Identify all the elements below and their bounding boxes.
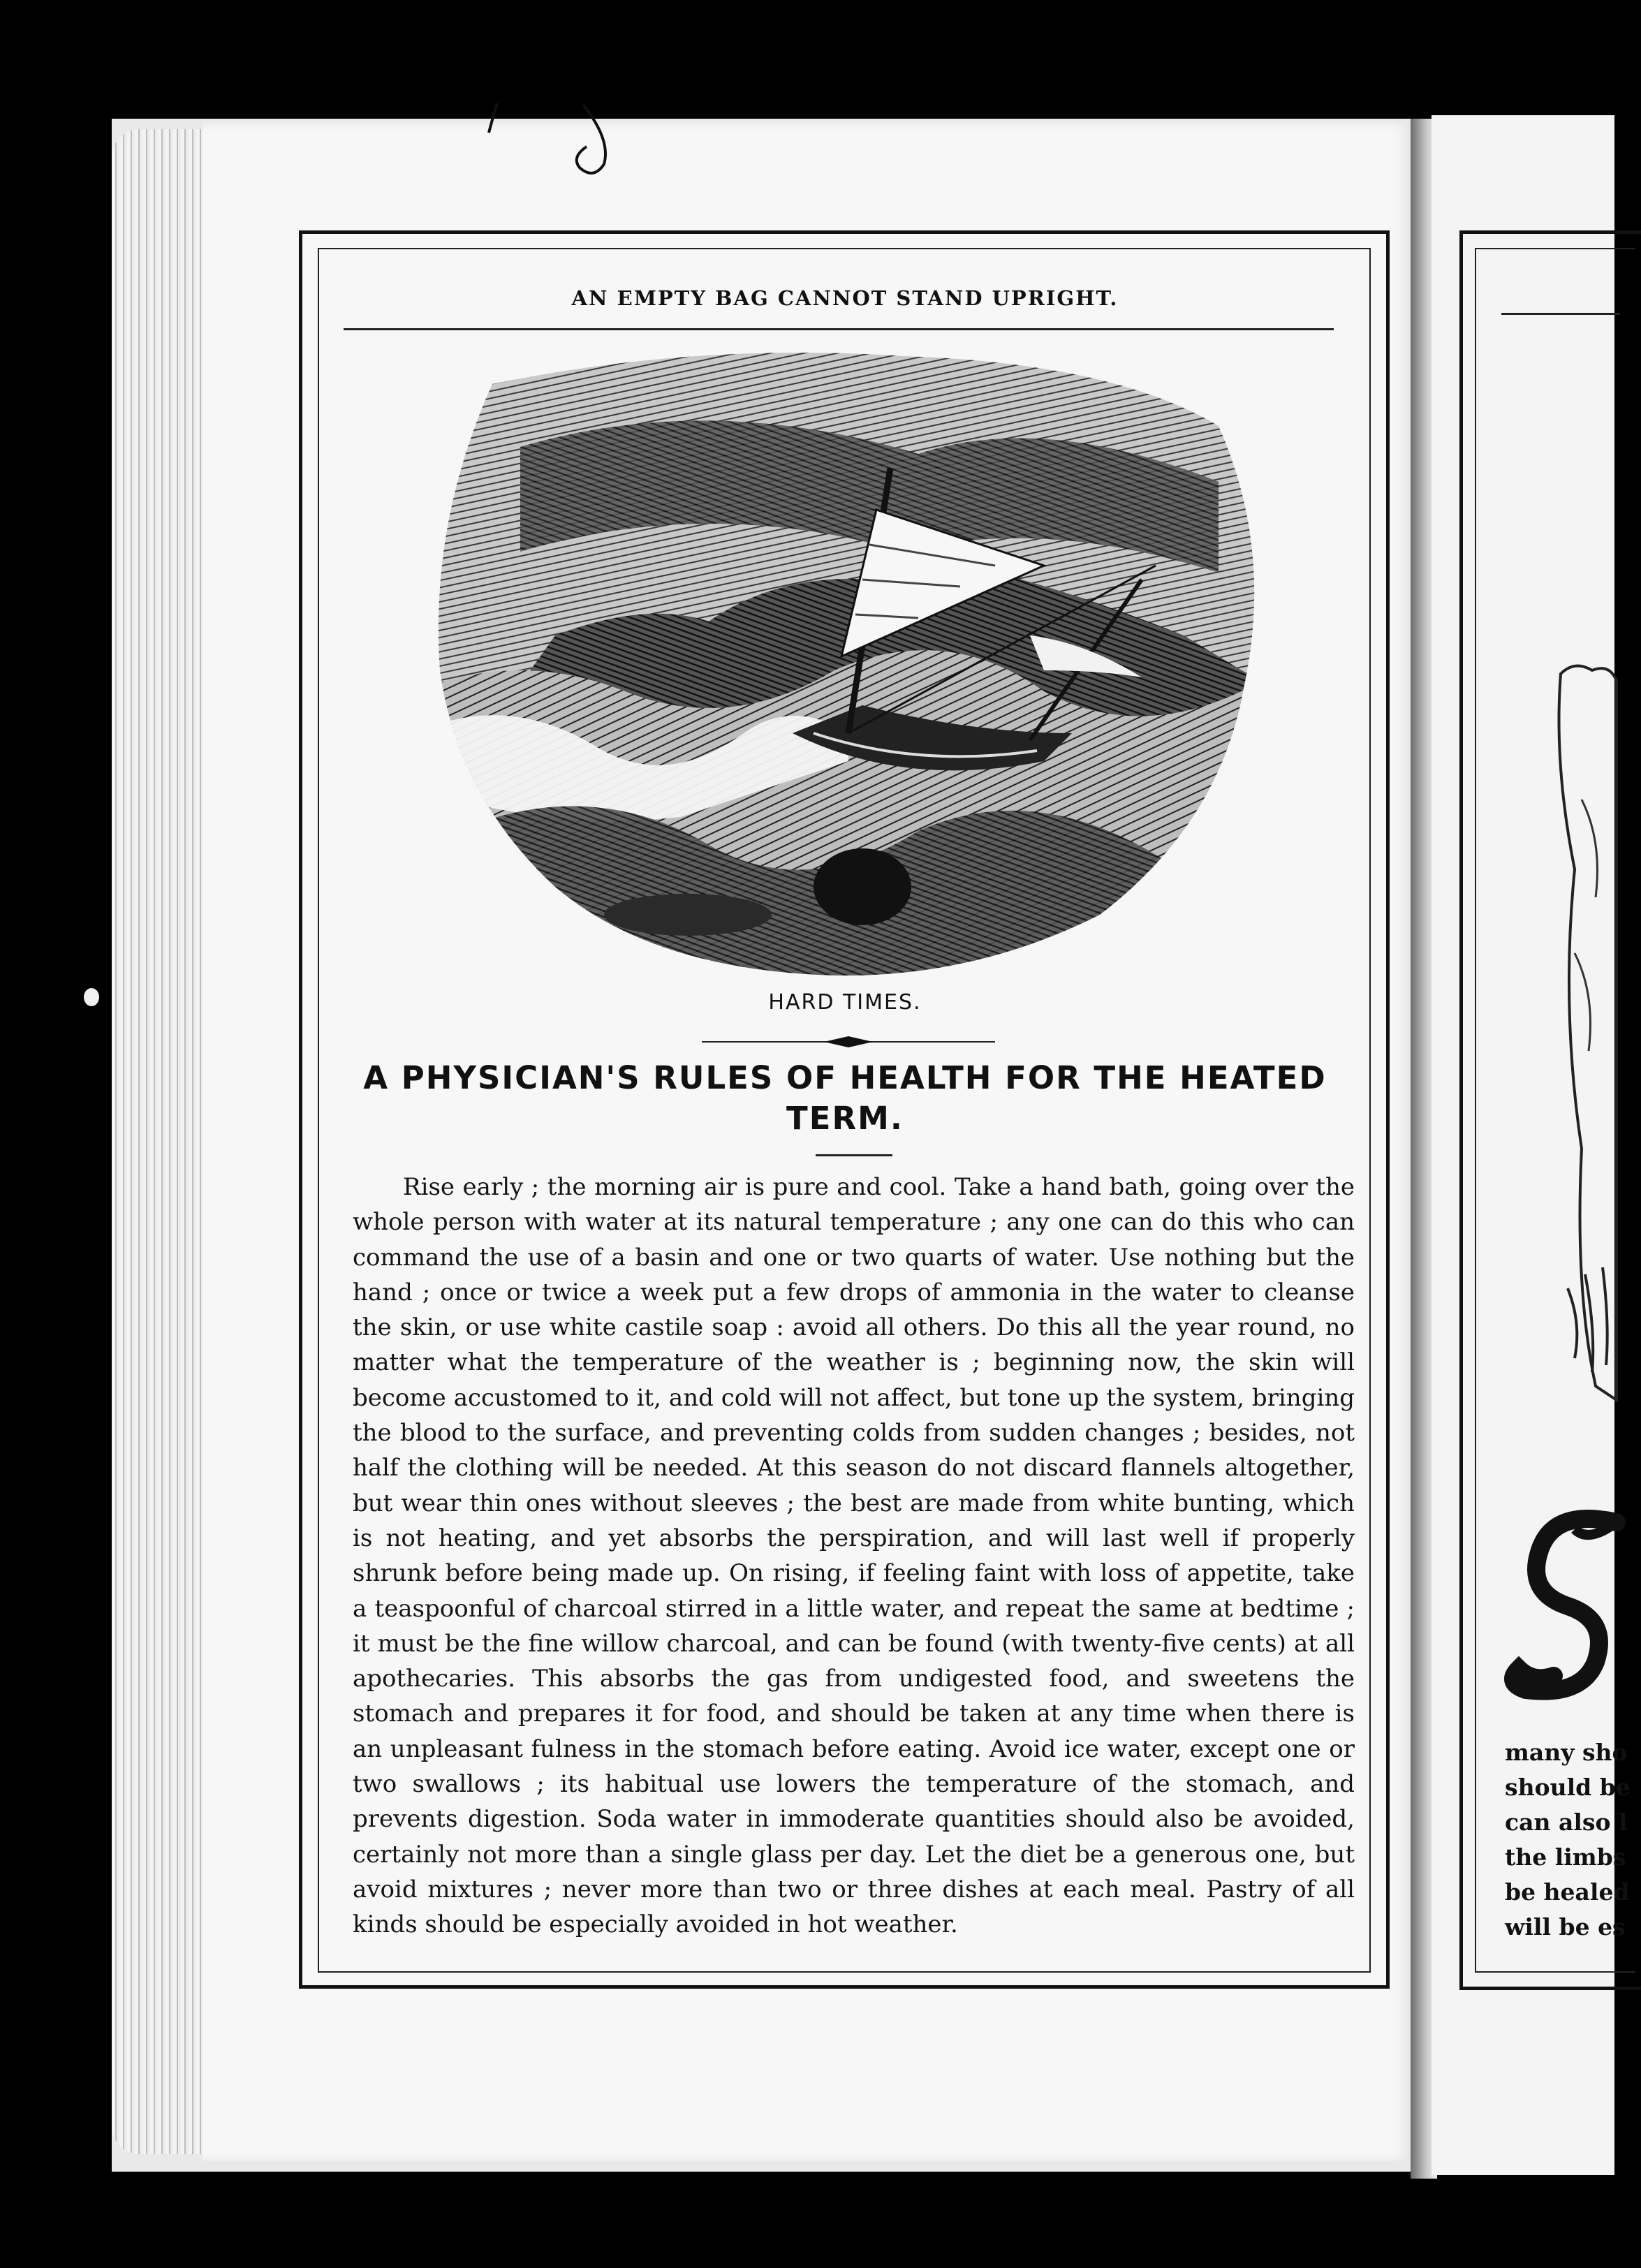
right-page-line: will be es <box>1505 1913 1626 1941</box>
illustration-caption: HARD TIMES. <box>768 990 922 1015</box>
running-header: AN EMPTY BAG CANNOT STAND UPRIGHT. <box>571 286 1119 310</box>
partial-illustration <box>1554 660 1617 1400</box>
ornament-divider <box>702 1033 995 1050</box>
article-body <box>353 1170 1355 1943</box>
decorative-initial-letter <box>1512 1501 1617 1711</box>
pencil-mark <box>482 98 635 182</box>
header-rule <box>344 328 1334 330</box>
right-page-line: should be <box>1505 1774 1631 1801</box>
margin-speck <box>84 988 99 1006</box>
right-page-line: many sho <box>1505 1739 1628 1766</box>
article-paragraph: Rise early ; the morning air is pure and cool. Take a hand bath, going over the whole person with water at its natural temperature ; any one can do this who can command the use of a basin and one or two quarts of water. Use nothing but the hand ; once or twice a week put a few drops of ammonia in the water to cleanse the skin, or use white castile soap : avoid all others. Do this all the year round, no matter what the temperature of the weather is ; beginning now, the skin will become accustomed to it, and cold will not affect, but tone up the system, bringing the blood to the surface, and preventing colds from sudden changes ; besides, not half the clothing will be needed. At this season do not discard flannels altogether, but wear thin ones without sleeves ; the best are made from white bunting, which is not heating, and yet absorbs the perspiration, and will last well if properly shrunk before being made up. On rising, if feeling faint with loss of appetite, take a teaspoonful of charcoal stirred in a little water, and repeat the same at bedtime ; it must be the fine willow charcoal, and can be found (with twenty-five cents) at all apothecaries. This absorbs the gas from undigested food, and sweetens the stomach and prepares it for food, and should be taken at any time when there is an unpleasant fulness in the stomach before eating. Avoid ice water, except one or two swallows ; its habitual use lowers the temperature of the stomach, and prevents digestion. Soda water in immoderate quantities should also be avoided, certainly not more than a single glass per day. Let the diet be a generous one, but avoid mixtures ; never more than two or three dishes at each meal. Pastry of all kinds should be especially avoided in hot weather. <box>353 1173 1355 1939</box>
page-edges <box>112 129 209 2154</box>
right-page-text <box>1505 1735 1631 1945</box>
right-page-header-rule <box>1501 313 1620 315</box>
article-title: A PHYSICIAN'S RULES OF HEALTH FOR THE HEATED TERM. <box>363 1059 1327 1137</box>
right-page-line: be healed <box>1505 1878 1630 1906</box>
ship-in-storm-engraving <box>415 342 1267 985</box>
title-rule <box>816 1154 892 1156</box>
right-page-line: the limbs <box>1505 1843 1626 1871</box>
right-page-line: can also l <box>1505 1809 1628 1836</box>
